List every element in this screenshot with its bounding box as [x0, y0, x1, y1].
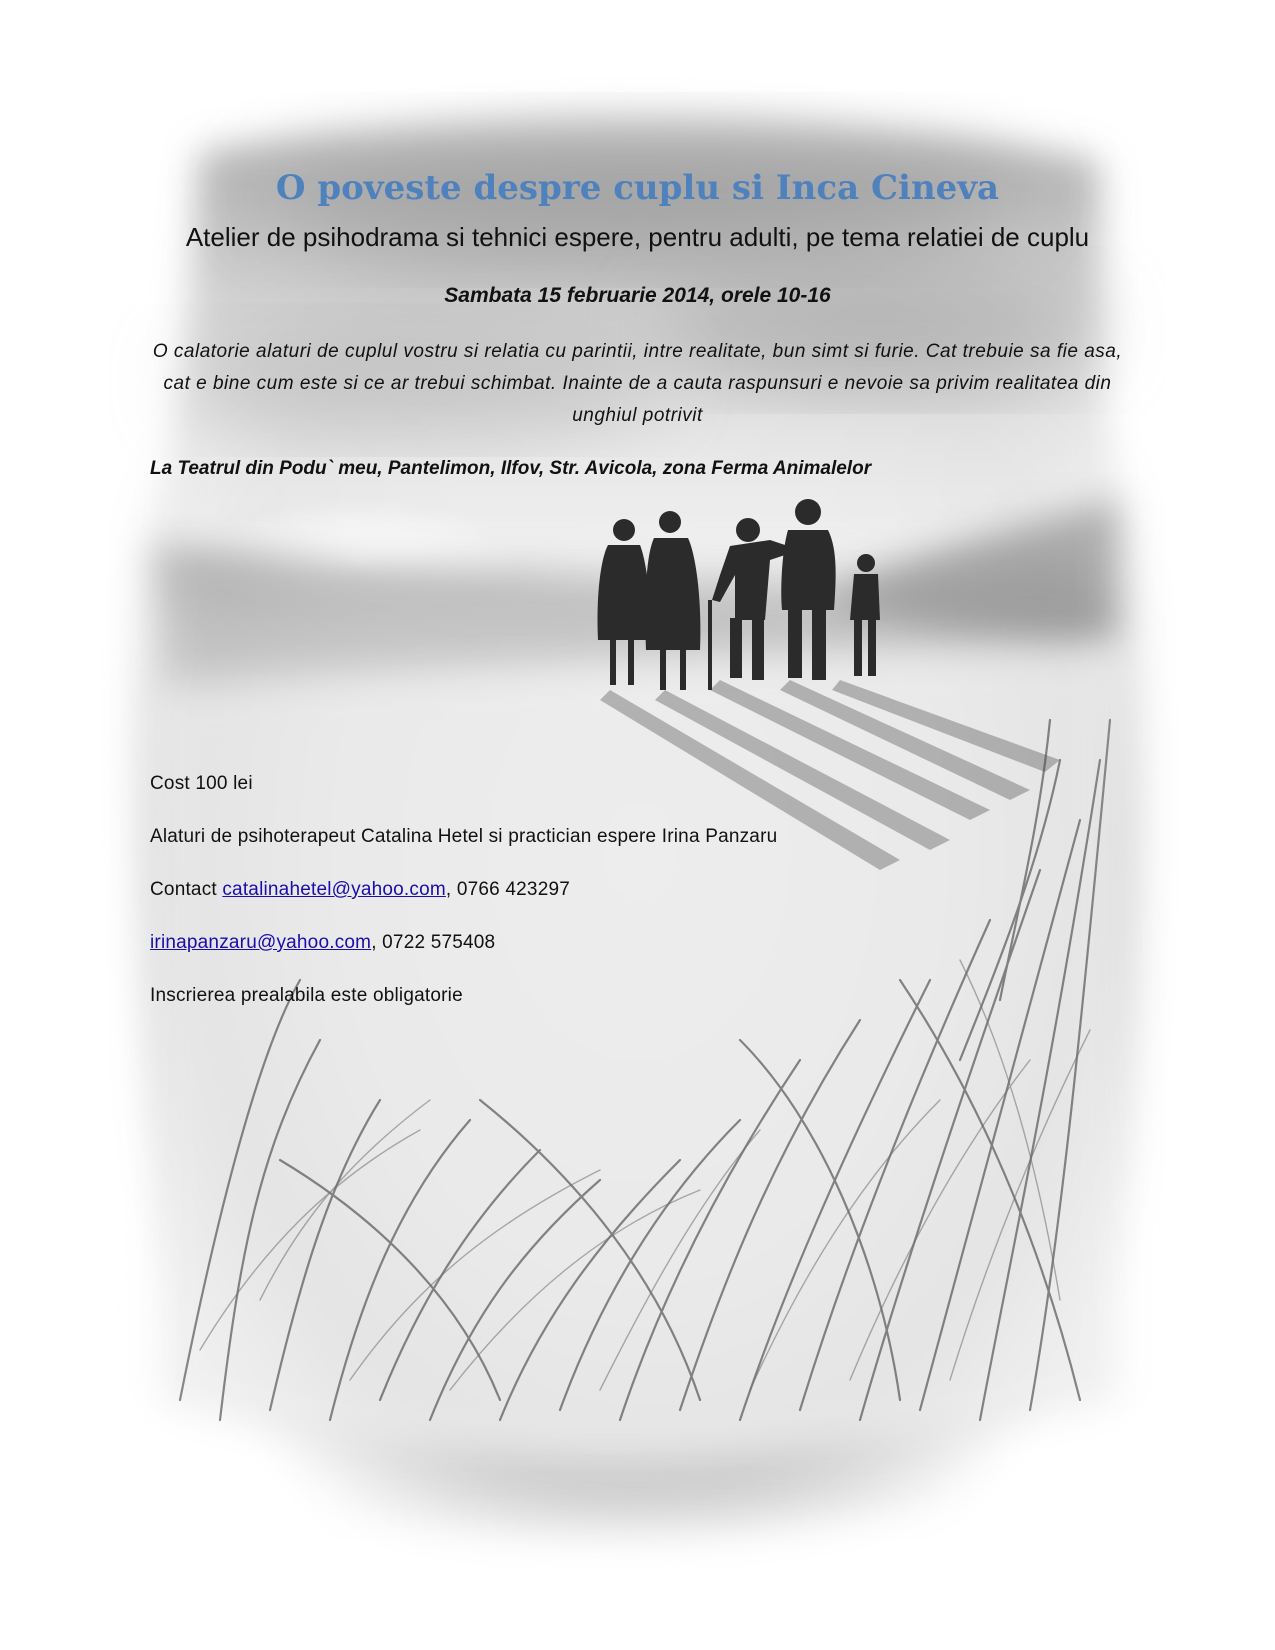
phone-catalina: , 0766 423297 [445, 879, 570, 900]
workshop-subtitle: Atelier de psihodrama si tehnici espere, pentru adulti, pe tema relatiei de cuplu [185, 222, 1090, 252]
contact-label: Contact [150, 879, 223, 900]
email-link-irina[interactable]: irinapanzaru@yahoo.com [150, 932, 372, 953]
email-link-catalina[interactable]: catalinahetel@yahoo.com [222, 879, 446, 900]
contact-line-1 [150, 879, 570, 901]
event-location: La Teatrul din Podu` meu, Pantelimon, Ilfov, Str. Avicola, zona Ferma Animalelor [150, 458, 872, 479]
contact-line-2 [150, 932, 495, 954]
event-description: O calatorie alaturi de cuplul vostru si relatia cu parintii, intre realitate, bun simt si furie. Cat trebuie sa fie asa, cat e bine cum este si ce ar trebui schimbat. Inainte de a cauta raspunsuri e nevoie sa privim realitatea din unghiul potrivit [152, 341, 1123, 426]
event-cost: Cost 100 lei [150, 773, 253, 794]
page-title: O poveste despre cuplu si Inca Cineva [275, 168, 1000, 208]
event-date: Sambata 15 februarie 2014, orele 10-16 [444, 284, 831, 307]
registration-note: Inscrierea prealabila este obligatorie [150, 985, 463, 1006]
phone-irina: , 0722 575408 [371, 932, 496, 953]
facilitators: Alaturi de psihoterapeut Catalina Hetel si practician espere Irina Panzaru [150, 826, 778, 847]
